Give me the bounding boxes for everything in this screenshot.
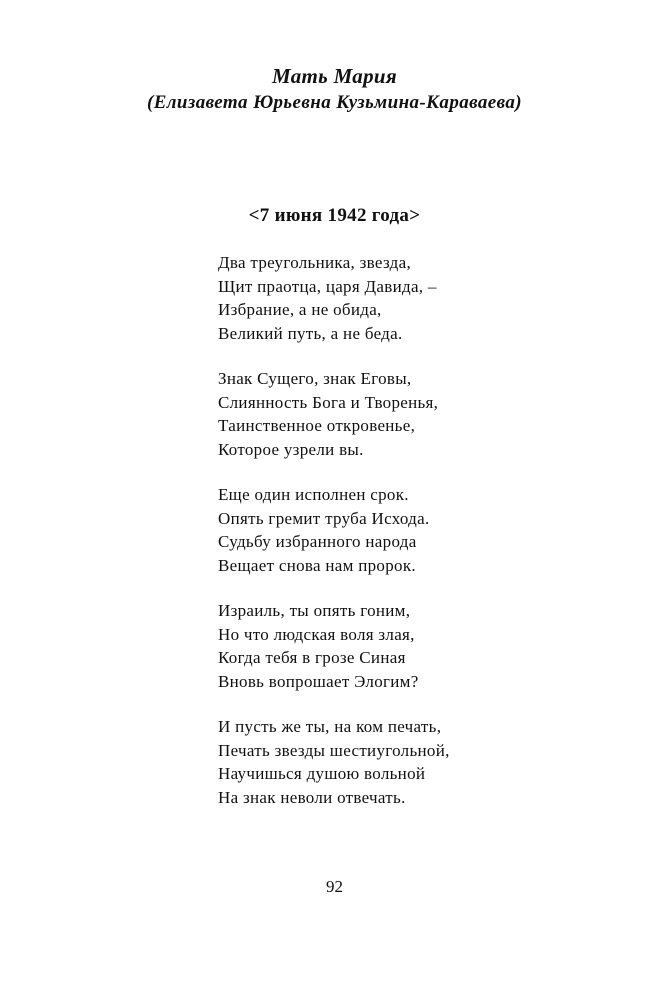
poem-line: Два треугольника, звезда, [218, 253, 412, 272]
poem-line: Печать звезды шестиугольной, [218, 740, 450, 760]
poem-line: Научишься душою вольной [218, 764, 426, 783]
poem-line: Великий путь, а не беда. [218, 323, 403, 343]
stanza [218, 367, 638, 461]
stanza [218, 715, 638, 809]
poem-line: Опять гремит труба Исхода. [218, 508, 430, 528]
poem-line: Слиянность Бога и Творенья, [218, 392, 439, 412]
poem-line: Когда тебя в грозе Синая [218, 648, 406, 667]
poem-line: На знак неволи отвечать. [218, 787, 406, 807]
stanza [218, 599, 638, 693]
poem-line: Которое узрели вы. [218, 439, 364, 459]
poem-line: Израиль, ты опять гоним, [218, 601, 411, 620]
poem-title: <7 июня 1942 года> [248, 205, 421, 226]
poem-line: Но что людская воля злая, [218, 624, 415, 644]
author-header [0, 62, 669, 116]
poem-line: Таинственное откровенье, [218, 416, 416, 435]
poem-line: Вещает снова нам пророк. [218, 555, 416, 575]
author-name: Мать Мария [272, 64, 397, 88]
poem-body [218, 251, 638, 831]
poem-line: Избрание, а не обида, [218, 300, 382, 319]
stanza [218, 251, 638, 345]
author-full-name: (Елизавета Юрьевна Кузьмина-Караваева) [146, 92, 523, 113]
poem-line: Вновь вопрошает Элогим? [218, 671, 419, 691]
poem-line: И пусть же ты, на ком печать, [218, 717, 442, 736]
poem-line: Судьбу избранного народа [218, 532, 417, 551]
page-number: 92 [326, 877, 343, 896]
stanza [218, 483, 638, 577]
poem-line: Знак Сущего, знак Еговы, [218, 369, 412, 388]
poem-line: Еще один исполнен срок. [218, 485, 409, 504]
poem-line: Щит праотца, царя Давида, – [218, 276, 437, 296]
